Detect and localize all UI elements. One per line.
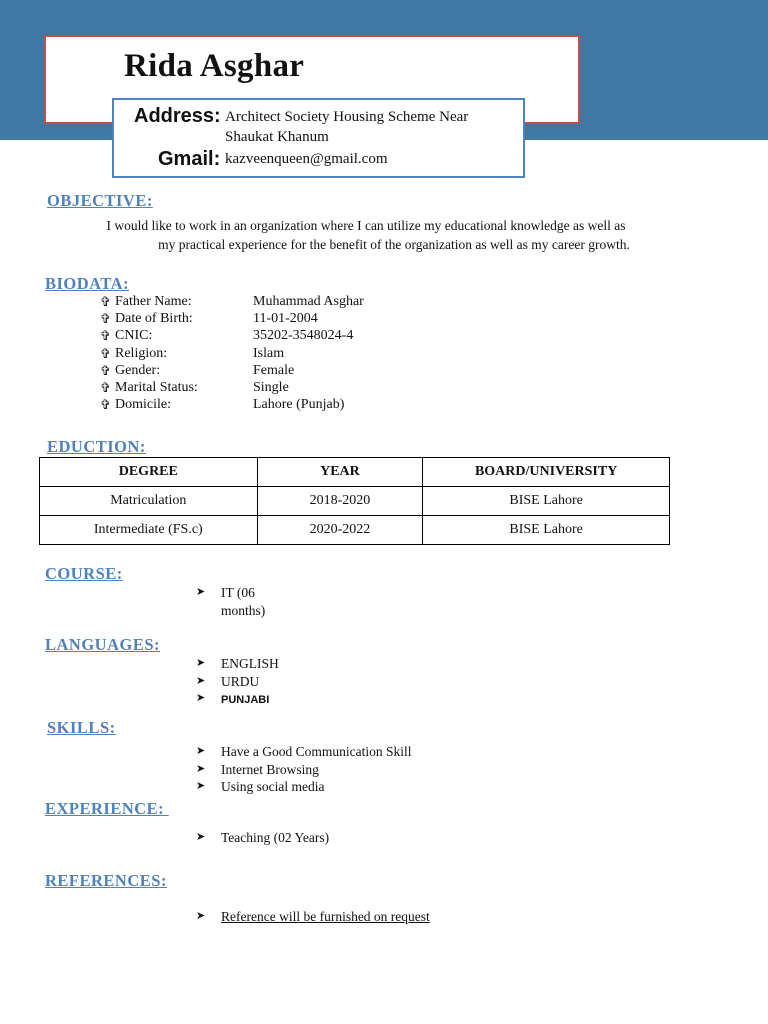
objective-line-2: my practical experience for the benefit of the organization as well as my career growth. [158,237,630,252]
biodata-key: Gender: [115,363,161,378]
references-list [196,908,430,926]
skill-item: Have a Good Communication Skill [221,744,412,759]
experience-list [196,829,329,847]
table-header-row [40,458,670,487]
arrow-bullet-icon: ➤ [196,657,206,669]
table-cell: 2020-2022 [257,516,423,545]
table-cell: Matriculation [40,487,258,516]
biodata-value: 35202-3548024-4 [253,328,354,343]
list-item [196,673,279,691]
table-cell: Intermediate (FS.c) [40,516,258,545]
biodata-key: CNIC: [115,328,153,343]
contact-box [112,98,525,178]
biodata-value: 11-01-2004 [253,311,318,326]
objective-text [66,216,666,254]
education-heading: EDUCTION: [47,437,146,456]
course-list [196,584,265,619]
cross-bullet-icon: ✞ [100,346,111,361]
biodata-key: Marital Status: [115,380,198,395]
objective-heading: OBJECTIVE: [47,191,153,210]
address-line-2: Shaukat Khanum [225,129,329,145]
course-line-1: IT (06 [221,585,255,600]
table-cell: 2018-2020 [257,487,423,516]
biodata-key: Date of Birth: [115,311,193,326]
table-cell: BISE Lahore [423,516,670,545]
arrow-bullet-icon: ➤ [196,745,206,757]
biodata-value: Muhammad Asghar [253,294,364,309]
cross-bullet-icon: ✞ [100,328,111,343]
arrow-bullet-icon: ➤ [196,910,206,922]
column-header: DEGREE [40,458,258,487]
gmail-label: Gmail: [158,148,221,170]
arrow-bullet-icon: ➤ [196,831,206,843]
education-table [39,457,670,545]
biodata-value: Single [253,380,289,395]
table-row [40,516,670,545]
cross-bullet-icon: ✞ [100,294,111,309]
list-item [196,690,279,710]
candidate-name: Rida Asghar [124,48,305,84]
address-line-1: Architect Society Housing Scheme Near [225,109,469,125]
skill-item: Using social media [221,779,325,794]
column-header: BOARD/UNIVERSITY [423,458,670,487]
list-item [196,743,411,761]
biodata-key: Father Name: [115,294,192,309]
biodata-value: Female [253,363,295,378]
column-header: YEAR [257,458,423,487]
experience-heading: EXPERIENCE: [45,799,169,818]
biodata-key: Religion: [115,346,168,361]
language-item: PUNJABI [221,694,270,706]
language-item: URDU [221,673,260,689]
experience-item: Teaching (02 Years) [221,830,330,845]
course-heading: COURSE: [45,564,123,583]
languages-heading: LANGUAGES: [45,635,161,654]
biodata-key: Domicile: [115,397,171,412]
table-row [40,487,670,516]
cross-bullet-icon: ✞ [100,397,111,412]
gmail-value: kazveenqueen@gmail.com [225,151,388,167]
arrow-bullet-icon: ➤ [196,586,206,598]
cross-bullet-icon: ✞ [100,311,111,326]
languages-list [196,655,279,710]
arrow-bullet-icon: ➤ [196,692,206,704]
list-item [196,761,411,779]
table-cell: BISE Lahore [423,487,670,516]
cross-bullet-icon: ✞ [100,363,111,378]
address-label: Address: [134,105,221,127]
arrow-bullet-icon: ➤ [196,780,206,792]
arrow-bullet-icon: ➤ [196,762,206,775]
references-heading: REFERENCES: [45,871,167,890]
biodata-value: Lahore (Punjab) [253,397,345,412]
skill-item: Internet Browsing [221,761,319,777]
course-line-2: months) [221,602,266,618]
skills-list [196,743,411,796]
list-item [196,829,329,847]
biodata-value: Islam [253,346,285,361]
cross-bullet-icon: ✞ [100,380,111,395]
list-item [196,908,430,926]
list-item [196,655,279,673]
arrow-bullet-icon: ➤ [196,674,206,687]
reference-item: Reference will be furnished on request [221,909,430,924]
language-item: ENGLISH [221,656,279,671]
list-item [196,584,265,619]
skills-heading: SKILLS: [47,718,116,737]
objective-line-1: I would like to work in an organization where I can utilize my educational knowledge as well as [106,218,626,233]
list-item [196,778,411,796]
biodata-heading: BIODATA: [45,274,130,293]
